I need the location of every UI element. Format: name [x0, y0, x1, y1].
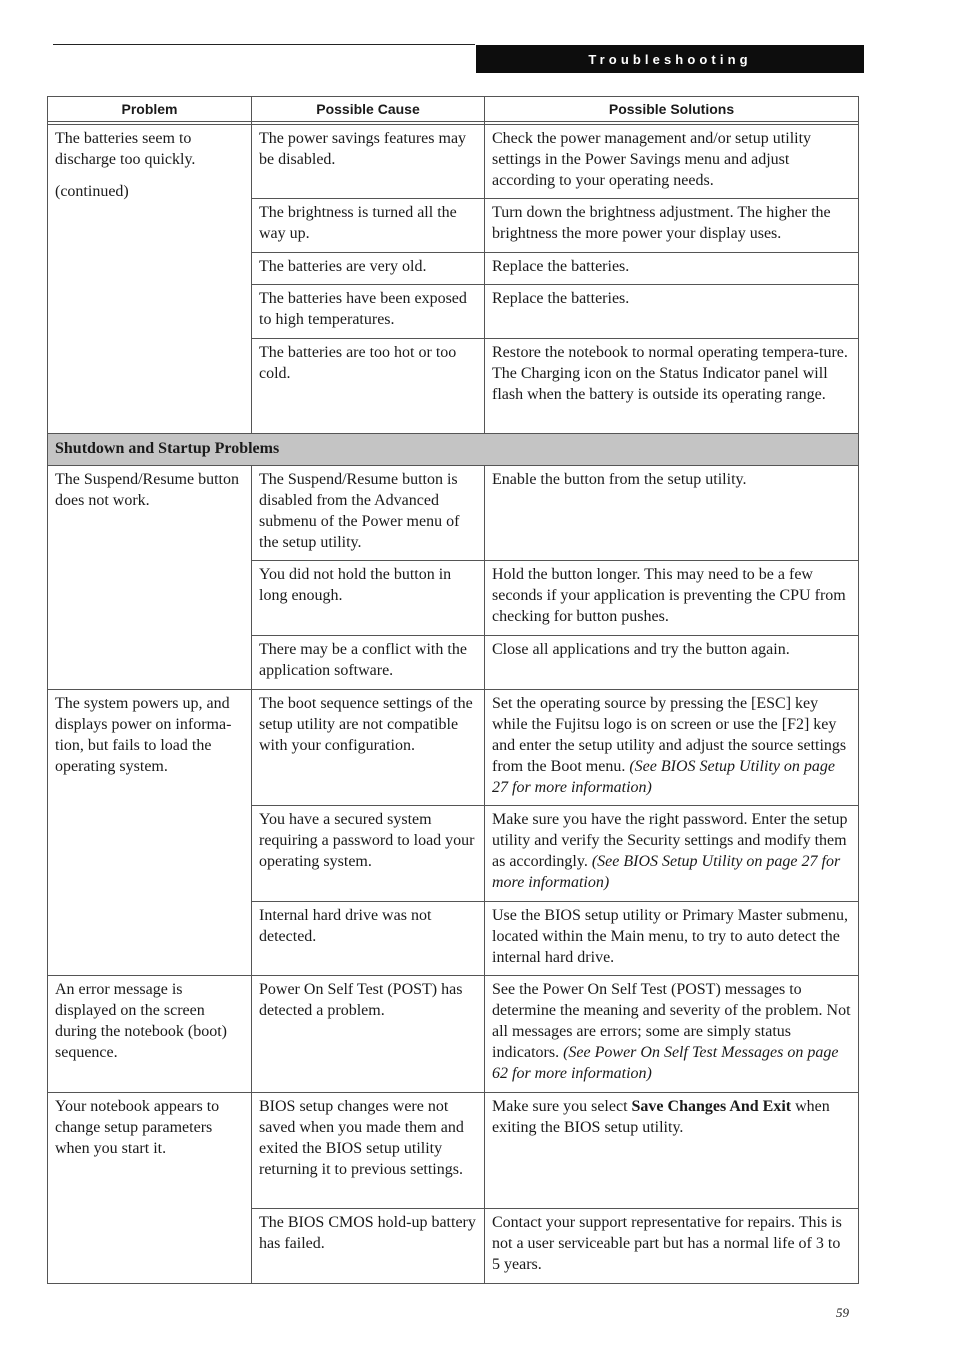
problem-cell [48, 125, 252, 434]
problem-cell: The Suspend/Resume button does not work. [48, 466, 252, 690]
section-heading-row [48, 434, 859, 466]
menu-option-save-changes: Save Changes And Exit [631, 1098, 792, 1115]
column-header-solutions: Possible Solutions [485, 97, 859, 122]
solution-cell: Replace the batteries. [485, 285, 859, 339]
problem-cell: An error message is displayed on the screen during the notebook (boot) sequence. [48, 976, 252, 1093]
cause-cell: The batteries are very old. [252, 253, 485, 285]
solution-cell [485, 1093, 859, 1209]
solution-text: Set the operating source by pressing the [ESC] key while the Fujitsu logo is on screen or use the [F2] key and enter the setup utility and adjust the source settings from the Boot menu. [492, 695, 847, 775]
table-row [48, 125, 859, 199]
section-banner: Troubleshooting [476, 45, 864, 73]
cause-cell: The batteries have been exposed to high temperatures. [252, 285, 485, 339]
table-row [48, 466, 859, 561]
header-rule [53, 44, 475, 45]
page-number: 59 [836, 1305, 849, 1320]
table-row [48, 976, 859, 1093]
problem-cell: The system powers up, and displays power on informa-tion, but fails to load the operating system. [48, 690, 252, 976]
solution-cell: Replace the batteries. [485, 253, 859, 285]
solution-cell: Use the BIOS setup utility or Primary Master submenu, located within the Main menu, to try to auto detect the internal hard drive. [485, 902, 859, 976]
solution-cell: Restore the notebook to normal operating tempera-ture. The Charging icon on the Status Indicator panel will flash when the battery is outside its operating range. [485, 339, 859, 434]
cause-cell: BIOS setup changes were not saved when you made them and exited the BIOS setup utility returning it to previous settings. [252, 1093, 485, 1209]
solution-text: Make sure you select [492, 1098, 628, 1115]
problem-text: The batteries seem to discharge too quickly. [55, 130, 196, 168]
table-header-row [48, 97, 859, 122]
cause-cell: Power On Self Test (POST) has detected a problem. [252, 976, 485, 1093]
solution-reference: (See Power On Self Test Messages on page 62 for more information) [492, 1044, 839, 1082]
column-header-cause: Possible Cause [252, 97, 485, 122]
solution-text: See the Power On Self Test (POST) messages to determine the meaning and severity of the problem. Not all messages are errors; some are simply status indicators. [492, 981, 851, 1061]
solution-reference: (See BIOS Setup Utility on page 27 for more information) [492, 758, 836, 796]
solution-cell: Close all applications and try the button again. [485, 636, 859, 690]
solution-cell: Hold the button longer. This may need to be a few seconds if your application is preventing the CPU from checking for button pushes. [485, 561, 859, 636]
cause-cell: The boot sequence settings of the setup utility are not compatible with your configuration. [252, 690, 485, 806]
solution-text: Make sure you have the right password. Enter the setup utility and verify the Security settings and modify them as accordingly. [492, 811, 848, 870]
table-row [48, 690, 859, 806]
solution-cell [485, 690, 859, 806]
cause-cell: The power savings features may be disabled. [252, 125, 485, 199]
cause-cell: You have a secured system requiring a password to load your operating system. [252, 806, 485, 902]
solution-cell: Enable the button from the setup utility. [485, 466, 859, 561]
cause-cell: The Suspend/Resume button is disabled from the Advanced submenu of the Power menu of the setup utility. [252, 466, 485, 561]
table-row [48, 1093, 859, 1209]
section-heading: Shutdown and Startup Problems [48, 434, 859, 466]
cause-cell: There may be a conflict with the application software. [252, 636, 485, 690]
cause-cell: The batteries are too hot or too cold. [252, 339, 485, 434]
column-header-problem: Problem [48, 97, 252, 122]
cause-cell: Internal hard drive was not detected. [252, 902, 485, 976]
solution-reference: (See BIOS Setup Utility on page 27 for more information) [492, 853, 841, 891]
solution-cell: Turn down the brightness adjustment. The higher the brightness the more power your display uses. [485, 199, 859, 253]
solution-text: when exiting the BIOS setup utility. [492, 1098, 830, 1136]
problem-note: (continued) [55, 183, 129, 200]
solution-cell: Contact your support representative for repairs. This is not a user serviceable part but has a normal life of 3 to 5 years. [485, 1209, 859, 1284]
cause-cell: The BIOS CMOS hold-up battery has failed. [252, 1209, 485, 1284]
cause-cell: You did not hold the button in long enough. [252, 561, 485, 636]
solution-cell: Check the power management and/or setup utility settings in the Power Savings menu and adjust according to your operating needs. [485, 125, 859, 199]
solution-cell [485, 976, 859, 1093]
cause-cell: The brightness is turned all the way up. [252, 199, 485, 253]
solution-cell [485, 806, 859, 902]
problem-cell: Your notebook appears to change setup parameters when you start it. [48, 1093, 252, 1284]
troubleshooting-table [47, 96, 859, 1284]
